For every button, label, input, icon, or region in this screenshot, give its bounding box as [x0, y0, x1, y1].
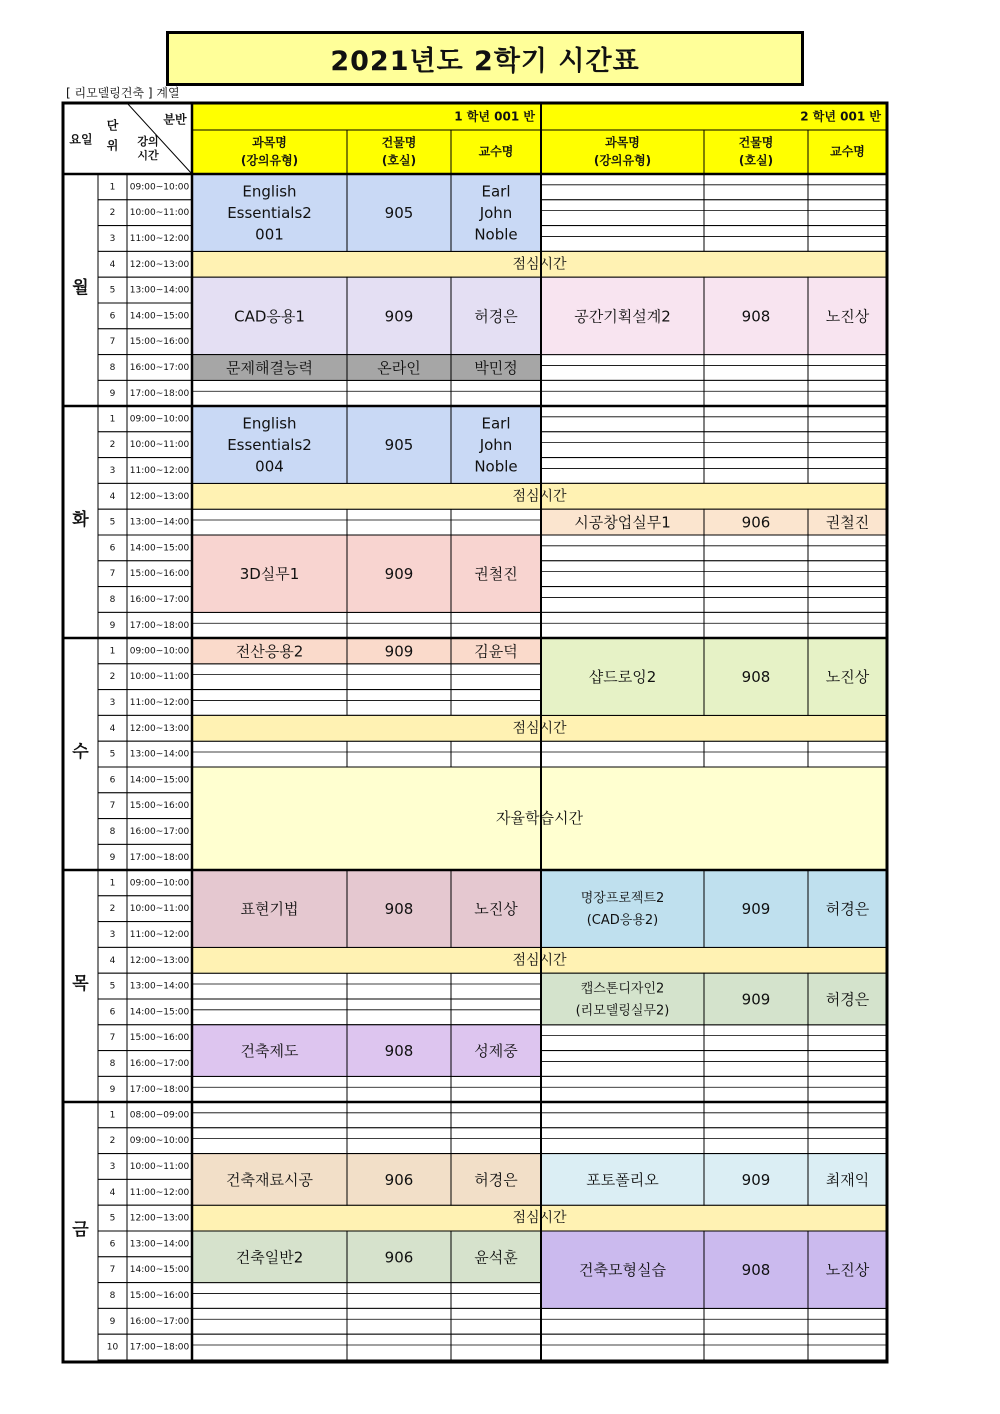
period-number: 5 [109, 981, 116, 992]
period-time: 16:00~17:00 [129, 363, 190, 373]
empty-cell [808, 355, 887, 381]
empty-cell [347, 664, 451, 690]
empty-cell [541, 355, 704, 381]
course-professor: Earl [481, 182, 511, 201]
course-professor: John [479, 204, 513, 223]
empty-cell [451, 664, 541, 690]
period-time: 12:00~13:00 [129, 491, 190, 502]
period-number: 7 [109, 801, 116, 812]
empty-cell [704, 561, 808, 587]
empty-cell [451, 509, 541, 535]
period-number: 9 [109, 620, 116, 631]
period-time: 13:00~14:00 [129, 517, 190, 528]
unit-header: 위 [106, 138, 119, 153]
period-number: 6 [109, 1239, 116, 1250]
grade2-header-label: 2 학년 001 반 [800, 109, 881, 124]
course-professor: 김윤덕 [474, 642, 518, 661]
period-number: 4 [109, 723, 116, 734]
empty-cell [347, 1102, 451, 1128]
empty-cell [704, 1076, 808, 1102]
empty-cell [541, 1308, 704, 1334]
period-number: 1 [109, 182, 116, 193]
period-time: 17:00~18:00 [129, 1084, 190, 1095]
period-number: 8 [109, 1291, 116, 1301]
empty-cell [541, 1128, 704, 1154]
period-number: 4 [109, 1187, 116, 1198]
column-header-label: 과목명 [605, 135, 640, 150]
course-room: 온라인 [377, 359, 421, 377]
period-time: 10:00~11:00 [129, 440, 190, 451]
period-number: 2 [109, 440, 116, 451]
day-label: 금 [72, 1220, 89, 1240]
column-header-label: 교수명 [478, 144, 514, 159]
period-number: 1 [109, 646, 116, 657]
empty-cell [347, 1128, 451, 1154]
day-label: 월 [72, 278, 89, 298]
period-number: 9 [109, 1316, 116, 1327]
empty-cell [808, 1025, 887, 1051]
empty-cell [451, 999, 541, 1025]
course-subject: English [242, 414, 297, 433]
column-header-label: (호실) [738, 153, 774, 168]
empty-cell [192, 690, 347, 716]
course-professor: 권철진 [825, 513, 870, 532]
empty-cell [451, 973, 541, 999]
period-time: 15:00~16:00 [129, 1291, 190, 1301]
course-room: 909 [384, 565, 414, 584]
empty-cell [347, 509, 451, 535]
empty-cell [704, 226, 808, 252]
empty-cell [704, 535, 808, 561]
period-time: 13:00~14:00 [129, 285, 190, 296]
empty-cell [808, 174, 887, 200]
period-time: 11:00~12:00 [129, 466, 190, 476]
empty-cell [808, 587, 887, 613]
empty-cell [192, 1102, 347, 1128]
column-header-label: 건물명 [381, 135, 417, 150]
course-subject: (CAD응용2) [586, 913, 659, 929]
empty-cell [541, 458, 704, 484]
course-subject: Essentials2 [227, 204, 312, 223]
empty-cell [541, 1102, 704, 1128]
empty-cell [451, 1102, 541, 1128]
course-room: 906 [741, 513, 771, 532]
course-room: 909 [384, 307, 414, 326]
course-subject: (리모델링실무2) [575, 1003, 670, 1019]
course-room: 908 [741, 307, 771, 326]
empty-cell [808, 1308, 887, 1334]
period-time: 16:00~17:00 [129, 595, 190, 605]
course-room: 905 [384, 204, 414, 223]
empty-cell [704, 1334, 808, 1360]
empty-cell [347, 380, 451, 406]
empty-cell [704, 741, 808, 767]
period-number: 2 [109, 208, 116, 219]
period-time: 15:00~16:00 [129, 337, 190, 348]
period-time: 14:00~15:00 [129, 311, 190, 322]
empty-cell [541, 174, 704, 200]
unit-header: 단 [106, 118, 119, 133]
period-time: 12:00~13:00 [129, 723, 190, 734]
period-time: 11:00~12:00 [129, 1187, 190, 1198]
column-header-label: 과목명 [252, 135, 287, 150]
empty-cell [541, 561, 704, 587]
empty-cell [541, 612, 704, 638]
period-time: 15:00~16:00 [129, 569, 190, 580]
course-professor: 허경은 [825, 900, 870, 919]
course-cell [541, 870, 704, 947]
period-number: 2 [109, 672, 116, 683]
empty-cell [192, 999, 347, 1025]
course-professor: 노진상 [474, 900, 518, 919]
lunch-label: 점심시간 [512, 952, 567, 969]
empty-cell [347, 741, 451, 767]
course-professor: 노진상 [825, 668, 870, 687]
empty-cell [192, 612, 347, 638]
period-number: 10 [106, 1342, 119, 1353]
empty-cell [192, 1283, 347, 1309]
period-time: 12:00~13:00 [129, 1213, 190, 1224]
period-number: 3 [109, 1162, 116, 1172]
period-time: 12:00~13:00 [129, 259, 190, 270]
empty-cell [808, 1334, 887, 1360]
period-time: 16:00~17:00 [129, 827, 190, 837]
period-number: 4 [109, 259, 116, 270]
empty-cell [704, 458, 808, 484]
course-room: 906 [384, 1248, 414, 1267]
course-professor: Noble [474, 457, 518, 476]
column-header-label: 건물명 [738, 135, 774, 150]
empty-cell [808, 458, 887, 484]
period-time: 10:00~11:00 [129, 672, 190, 683]
empty-cell [347, 973, 451, 999]
empty-cell [192, 973, 347, 999]
period-time: 10:00~11:00 [129, 904, 190, 915]
empty-cell [541, 200, 704, 226]
empty-cell [451, 1128, 541, 1154]
period-time: 13:00~14:00 [129, 1239, 190, 1250]
period-number: 7 [109, 1265, 116, 1276]
course-room: 909 [741, 990, 771, 1009]
period-number: 5 [109, 285, 116, 296]
period-time: 15:00~16:00 [129, 1033, 190, 1044]
empty-cell [347, 999, 451, 1025]
page-title: 2021년도 2학기 시간표 [166, 31, 804, 86]
lecture-time-header: 강의 [137, 135, 159, 148]
period-number: 9 [109, 852, 116, 863]
empty-cell [192, 664, 347, 690]
empty-cell [808, 1051, 887, 1077]
empty-cell [541, 226, 704, 252]
course-subject: 표현기법 [240, 900, 299, 919]
period-time: 17:00~18:00 [129, 852, 190, 863]
course-professor: Earl [481, 414, 511, 433]
period-time: 10:00~11:00 [129, 1162, 190, 1172]
self-study-label: 자율학습시간 [496, 809, 583, 828]
course-subject: 건축재료시공 [226, 1170, 313, 1189]
empty-cell [192, 380, 347, 406]
course-subject: English [242, 182, 297, 201]
course-professor: 허경은 [825, 990, 870, 1009]
column-header-label: (호실) [381, 153, 417, 168]
day-label: 목 [72, 974, 89, 994]
empty-cell [704, 1308, 808, 1334]
empty-cell [808, 406, 887, 432]
course-subject: 건축일반2 [235, 1248, 304, 1267]
period-number: 7 [109, 1033, 116, 1044]
course-professor: 노진상 [825, 1261, 870, 1280]
lunch-label: 점심시간 [512, 720, 567, 737]
empty-cell [451, 1076, 541, 1102]
period-time: 14:00~15:00 [129, 1265, 190, 1276]
course-subject: 3D실무1 [239, 565, 300, 584]
empty-cell [808, 535, 887, 561]
period-time: 15:00~16:00 [129, 801, 190, 812]
period-time: 09:00~10:00 [129, 646, 190, 657]
empty-cell [192, 1128, 347, 1154]
empty-cell [808, 432, 887, 458]
column-header-label: (강의유형) [593, 153, 652, 168]
period-time: 16:00~17:00 [129, 1316, 190, 1327]
period-number: 9 [109, 1084, 116, 1095]
period-number: 5 [109, 749, 116, 760]
empty-cell [704, 432, 808, 458]
empty-cell [541, 1334, 704, 1360]
empty-cell [704, 174, 808, 200]
course-room: 908 [384, 1042, 414, 1061]
column-header-label: 교수명 [830, 144, 865, 159]
day-header: 요일 [69, 132, 93, 147]
period-time: 17:00~18:00 [129, 1342, 190, 1353]
course-professor: 권철진 [474, 565, 518, 584]
period-time: 14:00~15:00 [129, 775, 190, 786]
lunch-label: 점심시간 [512, 488, 567, 505]
empty-cell [192, 1076, 347, 1102]
period-time: 11:00~12:00 [129, 930, 190, 940]
course-subject: CAD응용1 [234, 307, 305, 326]
period-number: 4 [109, 955, 116, 966]
empty-cell [704, 380, 808, 406]
course-subject: 001 [255, 225, 284, 244]
period-number: 4 [109, 491, 116, 502]
empty-cell [541, 1025, 704, 1051]
period-number: 6 [109, 543, 116, 554]
period-number: 5 [109, 517, 116, 528]
empty-cell [808, 200, 887, 226]
department-label: [ 리모델링건축 ] 계열 [66, 86, 180, 100]
empty-cell [704, 1102, 808, 1128]
empty-cell [808, 226, 887, 252]
empty-cell [451, 1334, 541, 1360]
empty-cell [192, 509, 347, 535]
empty-cell [704, 200, 808, 226]
course-subject: 004 [255, 457, 284, 476]
day-label: 수 [72, 742, 89, 762]
course-room: 908 [741, 1261, 771, 1280]
period-time: 10:00~11:00 [129, 208, 190, 219]
empty-cell [704, 355, 808, 381]
empty-cell [451, 1308, 541, 1334]
empty-cell [808, 741, 887, 767]
period-number: 1 [109, 1110, 116, 1121]
period-time: 13:00~14:00 [129, 981, 190, 992]
empty-cell [451, 1283, 541, 1309]
course-room: 905 [384, 436, 414, 455]
course-subject: 시공창업실무1 [574, 513, 671, 532]
period-number: 6 [109, 775, 116, 786]
period-number: 8 [109, 595, 116, 605]
course-professor: 윤석훈 [474, 1248, 518, 1267]
period-time: 14:00~15:00 [129, 1007, 190, 1018]
empty-cell [347, 1076, 451, 1102]
period-number: 5 [109, 1213, 116, 1224]
course-subject: 문제해결능력 [226, 359, 313, 377]
period-number: 8 [109, 1059, 116, 1069]
course-room: 909 [741, 1170, 771, 1189]
empty-cell [704, 1025, 808, 1051]
empty-cell [541, 535, 704, 561]
period-number: 6 [109, 1007, 116, 1018]
course-subject: 명장프로젝트2 [580, 891, 665, 907]
empty-cell [808, 380, 887, 406]
empty-cell [451, 690, 541, 716]
empty-cell [704, 612, 808, 638]
course-professor: 최재익 [825, 1170, 870, 1189]
period-number: 1 [109, 414, 116, 425]
empty-cell [808, 612, 887, 638]
course-professor: Noble [474, 225, 518, 244]
course-subject: 건축제도 [240, 1042, 299, 1061]
course-subject: Essentials2 [227, 436, 312, 455]
lunch-label: 점심시간 [512, 1210, 567, 1227]
empty-cell [347, 1308, 451, 1334]
course-room: 909 [384, 642, 414, 661]
empty-cell [347, 1334, 451, 1360]
period-time: 14:00~15:00 [129, 543, 190, 554]
period-time: 09:00~10:00 [129, 182, 190, 193]
course-subject: 건축모형실습 [579, 1261, 666, 1280]
empty-cell [451, 612, 541, 638]
period-number: 7 [109, 569, 116, 580]
period-time: 17:00~18:00 [129, 620, 190, 631]
empty-cell [347, 612, 451, 638]
column-header-label: (강의유형) [240, 153, 299, 168]
empty-cell [347, 690, 451, 716]
grade1-header-label: 1 학년 001 반 [454, 109, 535, 124]
empty-cell [541, 380, 704, 406]
day-label: 화 [72, 510, 89, 530]
period-number: 2 [109, 1136, 116, 1147]
period-number: 3 [109, 234, 116, 244]
period-number: 6 [109, 311, 116, 322]
course-subject: 캡스톤디자인2 [580, 981, 665, 997]
course-room: 906 [384, 1170, 414, 1189]
bunban-header: 분반 [163, 112, 187, 127]
empty-cell [192, 1334, 347, 1360]
empty-cell [541, 432, 704, 458]
lecture-time-header: 시간 [137, 149, 159, 162]
course-professor: John [479, 436, 513, 455]
period-number: 3 [109, 466, 116, 476]
period-time: 08:00~09:00 [129, 1110, 190, 1121]
empty-cell [347, 1283, 451, 1309]
period-number: 9 [109, 388, 116, 399]
course-professor: 박민정 [474, 359, 518, 377]
course-room: 908 [384, 900, 414, 919]
empty-cell [704, 406, 808, 432]
period-number: 3 [109, 930, 116, 940]
empty-cell [808, 561, 887, 587]
course-professor: 허경은 [474, 307, 518, 326]
empty-cell [451, 380, 541, 406]
course-room: 908 [741, 668, 771, 687]
empty-cell [541, 1076, 704, 1102]
course-subject: 공간기획설계2 [574, 307, 671, 326]
period-number: 8 [109, 363, 116, 373]
course-professor: 허경은 [474, 1170, 518, 1189]
empty-cell [541, 1051, 704, 1077]
period-number: 7 [109, 337, 116, 348]
course-room: 909 [741, 900, 771, 919]
course-subject: 샵드로잉2 [588, 668, 657, 687]
lunch-label: 점심시간 [512, 256, 567, 273]
empty-cell [541, 741, 704, 767]
course-professor: 성제중 [474, 1042, 518, 1061]
empty-cell [541, 406, 704, 432]
empty-cell [541, 587, 704, 613]
empty-cell [192, 741, 347, 767]
empty-cell [704, 1051, 808, 1077]
empty-cell [704, 1128, 808, 1154]
period-time: 09:00~10:00 [129, 414, 190, 425]
period-time: 12:00~13:00 [129, 955, 190, 966]
course-professor: 노진상 [825, 307, 870, 326]
period-number: 1 [109, 878, 116, 889]
empty-cell [808, 1102, 887, 1128]
period-number: 2 [109, 904, 116, 915]
period-number: 3 [109, 698, 116, 708]
empty-cell [808, 1076, 887, 1102]
period-time: 17:00~18:00 [129, 388, 190, 399]
period-time: 11:00~12:00 [129, 698, 190, 708]
course-subject: 포토폴리오 [586, 1170, 659, 1189]
empty-cell [451, 741, 541, 767]
empty-cell [704, 587, 808, 613]
period-time: 09:00~10:00 [129, 1136, 190, 1147]
period-time: 11:00~12:00 [129, 234, 190, 244]
period-number: 8 [109, 827, 116, 837]
period-time: 16:00~17:00 [129, 1059, 190, 1069]
empty-cell [808, 1128, 887, 1154]
period-time: 09:00~10:00 [129, 878, 190, 889]
period-time: 13:00~14:00 [129, 749, 190, 760]
course-subject: 전산응용2 [235, 642, 304, 661]
empty-cell [192, 1308, 347, 1334]
